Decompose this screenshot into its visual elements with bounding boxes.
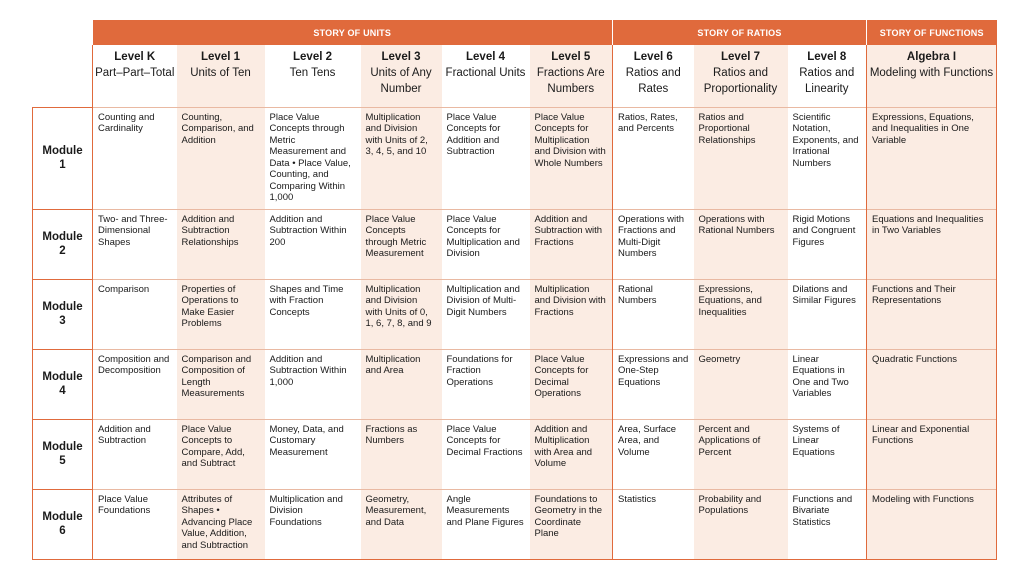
level-5-title: Fractions Are Numbers (530, 65, 613, 107)
module-row (33, 209, 997, 279)
level-7-topic-cell: Percent and Applications of Percent (694, 419, 788, 489)
level-3-heading: Level 3 (361, 45, 442, 65)
algebra-1-title: Modeling with Functions (867, 65, 997, 107)
level-7-topic-cell: Operations with Rational Numbers (694, 209, 788, 279)
level-k-title: Part–Part–Total (93, 65, 177, 107)
level-8-topic-cell: Linear Equations in One and Two Variables (788, 349, 867, 419)
level-5-topic-cell: Addition and Multiplication with Area and Volume (530, 419, 613, 489)
module-label: Module 1 (33, 107, 93, 209)
algebra-1-topic-cell: Modeling with Functions (867, 489, 997, 559)
level-k-topic-cell: Two- and Three-Dimensional Shapes (93, 209, 177, 279)
level-8-heading: Level 8 (807, 51, 847, 63)
level-7-topic-cell: Expressions, Equations, and Inequalities (694, 279, 788, 349)
level-8-topic-cell: Scientific Notation, Exponents, and Irrational Numbers (788, 107, 867, 209)
level-4-topic-cell: Place Value Concepts for Decimal Fractions (442, 419, 530, 489)
level-8-topic-cell: Dilations and Similar Figures (788, 279, 867, 349)
module-row (33, 419, 997, 489)
level-3-title: Units of Any Number (361, 65, 442, 107)
level-2-topic-cell: Addition and Subtraction Within 1,000 (265, 349, 361, 419)
level-3-topic-cell: Place Value Concepts through Metric Measurement (361, 209, 442, 279)
algebra-1-topic-cell: Quadratic Functions (867, 349, 997, 419)
band-story-of-ratios: STORY OF RATIOS (613, 20, 867, 45)
level-k-topic-cell: Composition and Decomposition (93, 349, 177, 419)
level-3-topic-cell: Fractions as Numbers (361, 419, 442, 489)
level-5-topic-cell: Addition and Subtraction with Fractions (530, 209, 613, 279)
level-1-heading: Level 1 (177, 45, 265, 65)
level-5-topic-cell: Place Value Concepts for Multiplication and Division with Whole Numbers (530, 107, 613, 209)
module-label: Module 4 (33, 349, 93, 419)
level-5-topic-cell: Foundations to Geometry in the Coordinate Plane (530, 489, 613, 559)
level-k-topic-cell: Comparison (93, 279, 177, 349)
level-3-topic-cell: Multiplication and Division with Units of 0, 1, 6, 7, 8, and 9 (361, 279, 442, 349)
band-story-of-units: STORY OF UNITS (93, 20, 613, 45)
level-8-title: Ratios and Linearity (799, 67, 855, 95)
algebra-1-topic-cell: Linear and Exponential Functions (867, 419, 997, 489)
level-8-topic-cell: Functions and Bivariate Statistics (788, 489, 867, 559)
level-k-topic-cell: Counting and Cardinality (93, 107, 177, 209)
level-1-topic-cell: Counting, Comparison, and Addition (177, 107, 265, 209)
level-3-topic-cell: Multiplication and Area (361, 349, 442, 419)
level-1-title: Units of Ten (177, 65, 265, 107)
level-k-topic-cell: Addition and Subtraction (93, 419, 177, 489)
level-4-topic-cell: Multiplication and Division of Multi-Digit Numbers (442, 279, 530, 349)
level-2-topic-cell: Multiplication and Division Foundations (265, 489, 361, 559)
algebra-1-heading: Algebra I (867, 45, 997, 65)
level-6-topic-cell: Rational Numbers (613, 279, 694, 349)
level-8-topic-cell: Rigid Motions and Congruent Figures (788, 209, 867, 279)
algebra-1-topic-cell: Expressions, Equations, and Inequalities in One Variable (867, 107, 997, 209)
level-6-topic-cell: Statistics (613, 489, 694, 559)
corner-blank (33, 20, 93, 45)
level-6-title: Ratios and Rates (613, 65, 694, 107)
level-8-topic-cell: Systems of Linear Equations (788, 419, 867, 489)
level-2-title: Ten Tens (289, 67, 336, 79)
level-2-topic-cell: Addition and Subtraction Within 200 (265, 209, 361, 279)
level-k-topic-cell: Place Value Foundations (93, 489, 177, 559)
module-label: Module 6 (33, 489, 93, 559)
level-2-topic-cell: Shapes and Time with Fraction Concepts (265, 279, 361, 349)
level-k-heading: Level K (93, 45, 177, 65)
level-4-topic-cell: Place Value Concepts for Addition and Subtraction (442, 107, 530, 209)
level-6-topic-cell: Expressions and One-Step Equations (613, 349, 694, 419)
level-4-topic-cell: Angle Measurements and Plane Figures (442, 489, 530, 559)
level-5-topic-cell: Multiplication and Division with Fractions (530, 279, 613, 349)
module-label: Module 2 (33, 209, 93, 279)
level-7-topic-cell: Ratios and Proportional Relationships (694, 107, 788, 209)
level-1-topic-cell: Comparison and Composition of Length Measurements (177, 349, 265, 419)
algebra-1-topic-cell: Functions and Their Representations (867, 279, 997, 349)
level-5-heading: Level 5 (530, 45, 613, 65)
level-2-heading: Level 2 (293, 51, 332, 63)
level-7-heading: Level 7 (694, 45, 788, 65)
level-3-topic-cell: Geometry, Measurement, and Data (361, 489, 442, 559)
level-3-topic-cell: Multiplication and Division with Units of 2, 3, 4, 5, and 10 (361, 107, 442, 209)
module-row (33, 349, 997, 419)
level-1-topic-cell: Properties of Operations to Make Easier Problems (177, 279, 265, 349)
algebra-1-topic-cell: Equations and Inequalities in Two Variables (867, 209, 997, 279)
level-6-topic-cell: Ratios, Rates, and Percents (613, 107, 694, 209)
level-4-topic-cell: Foundations for Fraction Operations (442, 349, 530, 419)
level-7-title: Ratios and Proportionality (694, 65, 788, 107)
module-label: Module 3 (33, 279, 93, 349)
level-2-topic-cell: Money, Data, and Customary Measurement (265, 419, 361, 489)
level-7-topic-cell: Probability and Populations (694, 489, 788, 559)
level-6-heading: Level 6 (613, 45, 694, 65)
band-story-of-functions: STORY OF FUNCTIONS (867, 20, 997, 45)
module-row (33, 489, 997, 559)
level-6-topic-cell: Area, Surface Area, and Volume (613, 419, 694, 489)
corner-blank (33, 65, 93, 107)
module-label: Module 5 (33, 419, 93, 489)
level-5-topic-cell: Place Value Concepts for Decimal Operations (530, 349, 613, 419)
level-7-topic-cell: Geometry (694, 349, 788, 419)
module-row (33, 279, 997, 349)
corner-blank (33, 45, 93, 65)
curriculum-table (32, 20, 997, 560)
level-4-title: Fractional Units (445, 67, 526, 79)
level-1-topic-cell: Place Value Concepts to Compare, Add, and Subtract (177, 419, 265, 489)
level-1-topic-cell: Addition and Subtraction Relationships (177, 209, 265, 279)
level-2-topic-cell: Place Value Concepts through Metric Measurement and Data • Place Value, Counting, and Comparing Within 1,000 (265, 107, 361, 209)
level-4-topic-cell: Place Value Concepts for Multiplication and Division (442, 209, 530, 279)
level-4-heading: Level 4 (466, 51, 505, 63)
level-1-topic-cell: Attributes of Shapes • Advancing Place Value, Addition, and Subtraction (177, 489, 265, 559)
level-6-topic-cell: Operations with Fractions and Multi-Digit Numbers (613, 209, 694, 279)
module-row (33, 107, 997, 209)
